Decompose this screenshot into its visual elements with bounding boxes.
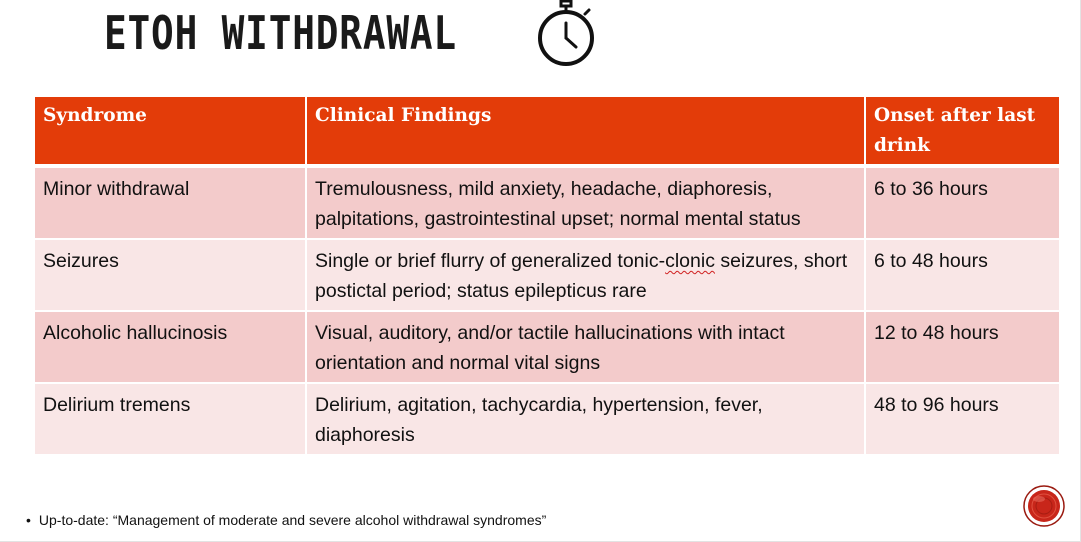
table-row [35,311,1059,383]
cell-findings: Tremulousness, mild anxiety, headache, diaphoresis, palpitations, gastrointestinal upset; normal mental status [306,166,865,239]
cell-findings: Visual, auditory, and/or tactile hallucinations with intact orientation and normal vital signs [306,311,865,383]
record-button-icon[interactable] [1023,485,1065,527]
stopwatch-icon [532,0,600,68]
table-row [35,239,1059,311]
cell-onset: 6 to 48 hours [865,239,1059,311]
findings-text-start: Single or brief flurry of generalized tonic- [315,250,666,272]
table-header-row [35,97,1059,166]
slide-title: ETOH WITHDRAWAL [104,6,457,60]
header-syndrome: Syndrome [35,97,306,166]
table-row [35,383,1059,455]
cell-syndrome: Minor withdrawal [35,166,306,239]
cell-syndrome: Delirium tremens [35,383,306,455]
footnote-bullet: • [26,512,31,528]
header-onset: Onset after last drink [865,97,1059,166]
cell-onset: 12 to 48 hours [865,311,1059,383]
cell-syndrome: Alcoholic hallucinosis [35,311,306,383]
cell-onset: 6 to 36 hours [865,166,1059,239]
footnote-text: Up-to-date: “Management of moderate and severe alcohol withdrawal syndromes” [38,512,547,528]
withdrawal-table [35,97,1059,456]
findings-text-end: seizures, short postictal period; status epilepticus rare [315,250,848,302]
header-clinical-findings: Clinical Findings [306,97,865,166]
cell-onset: 48 to 96 hours [865,383,1059,455]
cell-findings: Delirium, agitation, tachycardia, hypertension, fever, diaphoresis [306,383,865,455]
spellcheck-flagged-word: clonic [665,250,715,272]
footnote [26,512,546,528]
cell-findings [306,239,865,311]
cell-syndrome: Seizures [35,239,306,311]
table-row [35,166,1059,239]
